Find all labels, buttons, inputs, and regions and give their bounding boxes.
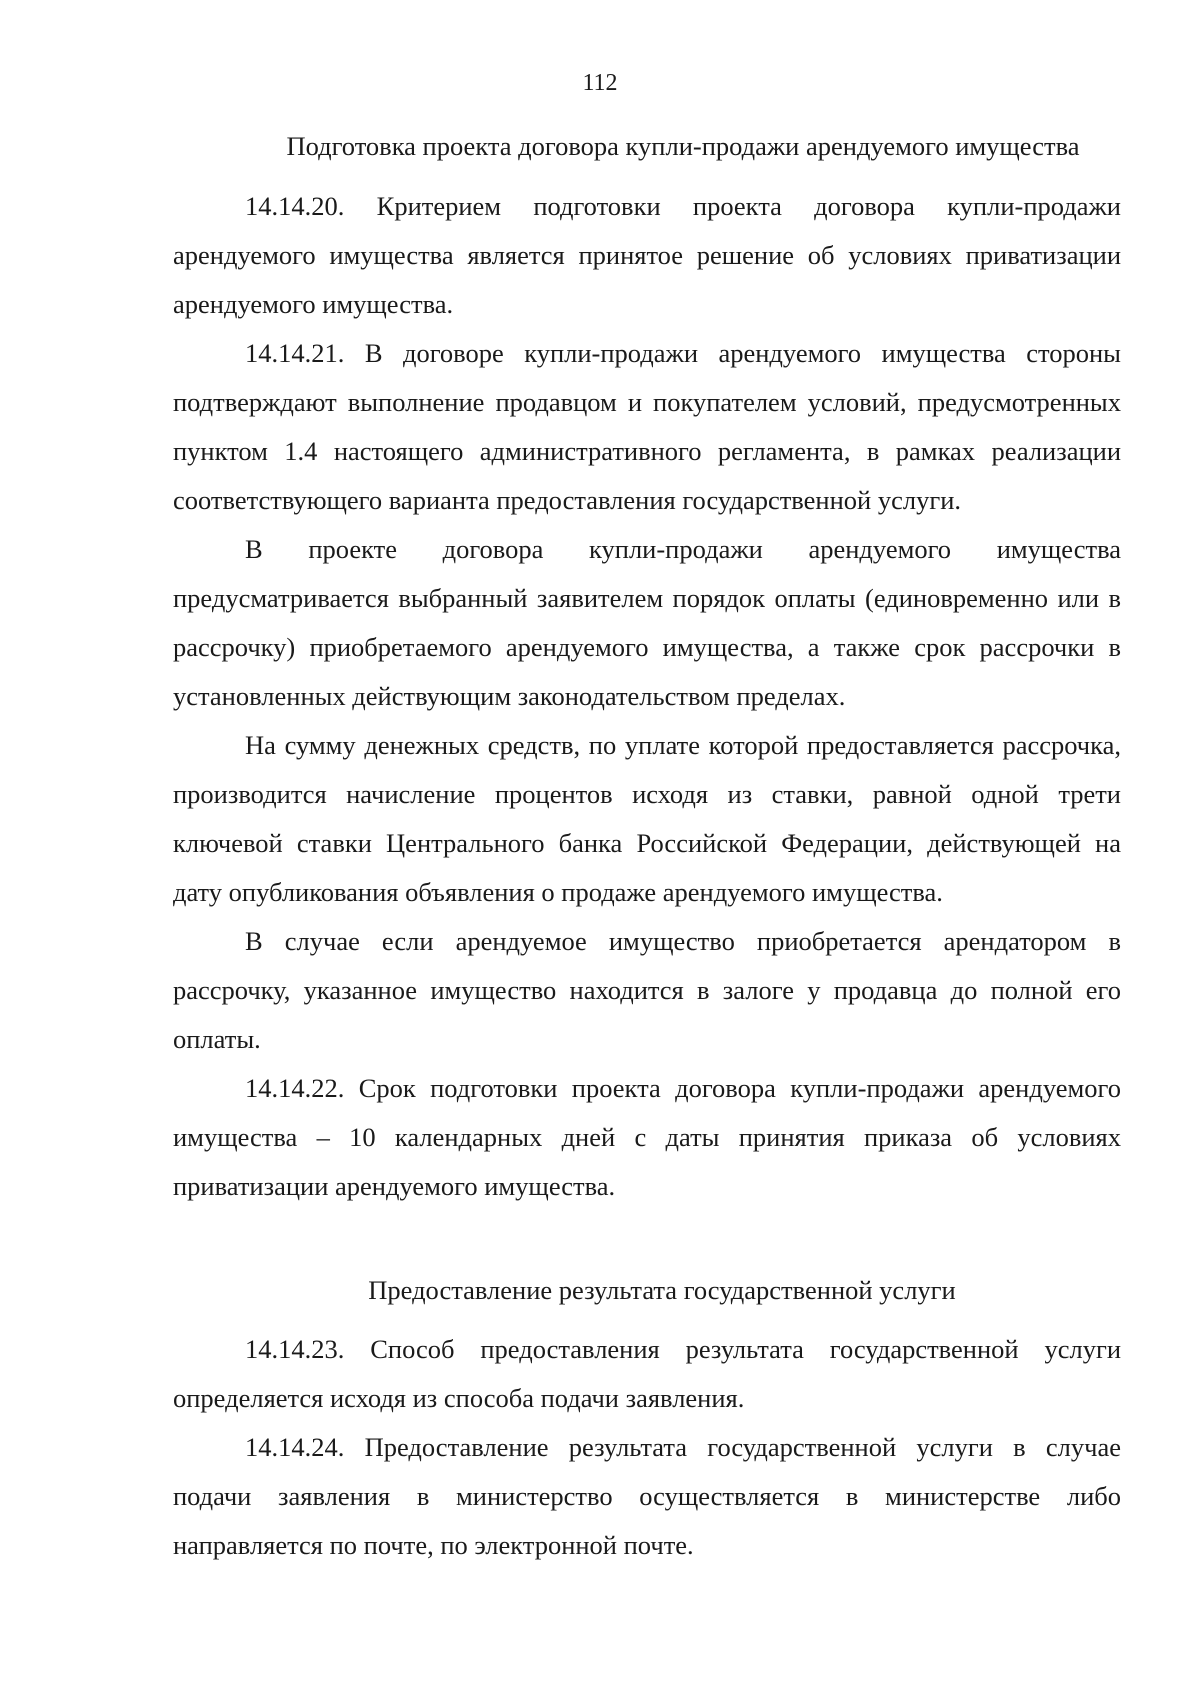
- section-heading-service-result: Предоставление результата государственной услуги: [368, 1275, 956, 1305]
- paragraph: 14.14.23. Способ предоставления результата государственной услуги определяется исходя из способа подачи заявления.: [173, 1334, 1121, 1413]
- paragraph: 14.14.24. Предоставление результата государственной услуги в случае подачи заявления в министерство осуществляется в министерстве либо направляется по почте, по электронной почте.: [173, 1432, 1121, 1560]
- document-body: [173, 122, 1121, 1570]
- paragraph: На сумму денежных средств, по уплате которой предоставляется рассрочка, производится начисление процентов исходя из ставки, равной одной трети ключевой ставки Центрального банка Российской Федерации, действующей на дату опубликования объявления о продаже арендуемого имущества.: [173, 730, 1121, 907]
- paragraph: В случае если арендуемое имущество приобретается арендатором в рассрочку, указанное имущество находится в залоге у продавца до полной его оплаты.: [173, 926, 1121, 1054]
- paragraph: 14.14.21. В договоре купли-продажи арендуемого имущества стороны подтверждают выполнение продавцом и покупателем условий, предусмотренных пунктом 1.4 настоящего административного регламента, в рамках реализации соответствующего варианта предоставления государственной услуги.: [173, 338, 1121, 515]
- page-number: 112: [582, 70, 618, 96]
- paragraph: 14.14.22. Срок подготовки проекта договора купли-продажи арендуемого имущества – 10 календарных дней с даты принятия приказа об условиях приватизации арендуемого имущества.: [173, 1073, 1121, 1201]
- paragraph: 14.14.20. Критерием подготовки проекта договора купли-продажи арендуемого имущества является принятое решение об условиях приватизации арендуемого имущества.: [173, 191, 1121, 319]
- section-heading-contract-draft: Подготовка проекта договора купли-продажи арендуемого имущества: [286, 131, 1080, 161]
- paragraph: В проекте договора купли-продажи арендуемого имущества предусматривается выбранный заявителем порядок оплаты (единовременно или в рассрочку) приобретаемого арендуемого имущества, а также срок рассрочки в установленных действующим законодательством пределах.: [173, 534, 1121, 711]
